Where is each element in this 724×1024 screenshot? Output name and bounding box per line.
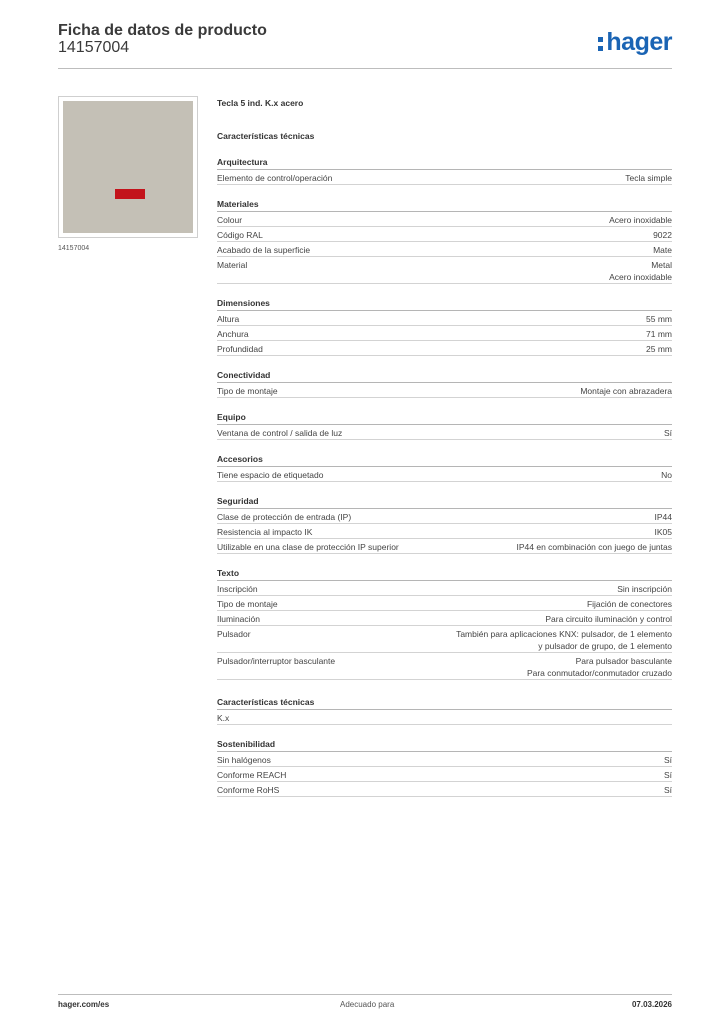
spec-label: Pulsador — [217, 628, 251, 639]
section-title: Características técnicas — [217, 696, 672, 710]
spec-values — [517, 541, 672, 553]
spec-section — [217, 567, 672, 680]
spec-value: Sí — [663, 784, 672, 795]
spec-value: Para pulsador basculante — [575, 655, 672, 666]
spec-values — [456, 628, 672, 652]
logo-dots-icon — [598, 37, 603, 51]
spec-row — [217, 539, 672, 554]
spec-row — [217, 341, 672, 356]
spec-label: Utilizable en una clase de protección IP superior — [217, 541, 399, 552]
spec-row — [217, 626, 672, 653]
spec-value: También para aplicaciones KNX: pulsador, de 1 elemento — [456, 628, 672, 639]
spec-label: Conforme RoHS — [217, 784, 280, 795]
spec-row — [217, 227, 672, 242]
spec-section — [217, 411, 672, 440]
spec-values — [609, 259, 672, 283]
section-title: Dimensiones — [217, 297, 672, 311]
spec-row — [217, 767, 672, 782]
spec-values — [655, 526, 673, 538]
page-header — [58, 22, 672, 70]
spec-row — [217, 212, 672, 227]
spec-value: Sí — [663, 427, 672, 438]
spec-value: Sí — [663, 754, 672, 765]
spec-values — [646, 343, 672, 355]
spec-value: 9022 — [653, 229, 672, 240]
spec-row — [217, 509, 672, 524]
spec-values — [580, 385, 672, 397]
product-name: Tecla 5 ind. K.x acero — [217, 98, 304, 108]
spec-row — [217, 581, 672, 596]
spec-content — [217, 96, 672, 797]
section-title: Accesorios — [217, 453, 672, 467]
spec-value: Sí — [663, 769, 672, 780]
spec-values — [661, 469, 672, 481]
section-title: Conectividad — [217, 369, 672, 383]
section-title: Materiales — [217, 198, 672, 212]
spec-values — [646, 313, 672, 325]
spec-label: Clase de protección de entrada (IP) — [217, 511, 352, 522]
spec-value: Acero inoxidable — [609, 214, 672, 225]
product-code: 14157004 — [58, 39, 130, 56]
spec-values — [625, 172, 672, 184]
spec-label: Conforme REACH — [217, 769, 287, 780]
section-title: Texto — [217, 567, 672, 581]
spec-row — [217, 257, 672, 284]
spec-label: Ventana de control / salida de luz — [217, 427, 343, 438]
spec-row — [217, 596, 672, 611]
spec-row — [217, 170, 672, 185]
spec-row — [217, 653, 672, 680]
spec-label: Anchura — [217, 328, 249, 339]
spec-section — [217, 696, 672, 725]
spec-row — [217, 425, 672, 440]
spec-value: Acero inoxidable — [609, 271, 672, 282]
spec-label: Sin halógenos — [217, 754, 271, 765]
spec-sections — [217, 156, 672, 680]
spec-value: 25 mm — [646, 343, 672, 354]
spec-label: Altura — [217, 313, 240, 324]
spec-section — [217, 297, 672, 356]
spec-values — [609, 214, 672, 226]
section-title: Seguridad — [217, 495, 672, 509]
spec-values — [664, 754, 672, 766]
spec-sections-secondary — [217, 696, 672, 797]
spec-value: Para circuito iluminación y control — [545, 613, 672, 624]
indicator-window — [115, 189, 145, 199]
spec-row — [217, 242, 672, 257]
spec-value: y pulsador de grupo, de 1 elemento — [538, 640, 672, 651]
spec-value: Sin inscripción — [617, 583, 672, 594]
section-title: Equipo — [217, 411, 672, 425]
spec-value: 55 mm — [646, 313, 672, 324]
spec-values — [664, 769, 672, 781]
hager-logo — [598, 28, 672, 56]
footer-website[interactable]: hager.com/es — [58, 1000, 110, 1009]
spec-values — [527, 655, 672, 679]
switch-plate — [63, 101, 193, 233]
spec-value: Para conmutador/conmutador cruzado — [526, 667, 672, 678]
spec-label: Tiene espacio de etiquetado — [217, 469, 324, 480]
header-divider — [58, 68, 672, 69]
footer-date: 07.03.2026 — [631, 1000, 672, 1009]
section-title: Arquitectura — [217, 156, 672, 170]
spec-values — [545, 613, 672, 625]
spec-values — [655, 511, 673, 523]
footer-suitability: Adecuado para — [340, 1000, 395, 1009]
spec-row — [217, 311, 672, 326]
spec-value: Montaje con abrazadera — [580, 385, 672, 396]
section-title: Sostenibilidad — [217, 738, 672, 752]
spec-label: Acabado de la superficie — [217, 244, 311, 255]
spec-section — [217, 453, 672, 482]
spec-value: Tecla simple — [625, 172, 672, 183]
spec-row — [217, 326, 672, 341]
spec-value: No — [661, 469, 672, 480]
document-title: Ficha de datos de producto — [58, 22, 267, 39]
spec-label: Resistencia al impacto IK — [217, 526, 313, 537]
spec-row — [217, 752, 672, 767]
spec-label: Profundidad — [217, 343, 263, 354]
page-footer — [58, 994, 672, 1015]
spec-section — [217, 198, 672, 284]
spec-label: Código RAL — [217, 229, 263, 240]
spec-value: Mate — [653, 244, 672, 255]
logo-text: hager — [606, 27, 672, 56]
spec-label: Iluminación — [217, 613, 260, 624]
spec-label: Inscripción — [217, 583, 258, 594]
spec-values — [646, 328, 672, 340]
spec-value: Metal — [651, 259, 672, 270]
spec-section — [217, 738, 672, 797]
spec-value: IK05 — [654, 526, 672, 537]
spec-row — [217, 467, 672, 482]
spec-label: Tipo de montaje — [217, 385, 278, 396]
spec-label: Colour — [217, 214, 243, 225]
tech-heading: Características técnicas — [217, 131, 315, 141]
spec-values — [664, 427, 672, 439]
spec-row — [217, 710, 672, 725]
spec-label: Elemento de control/operación — [217, 172, 333, 183]
spec-value: Fijación de conectores — [586, 598, 672, 609]
spec-value: 71 mm — [646, 328, 672, 339]
spec-section — [217, 369, 672, 398]
spec-label: Pulsador/interruptor basculante — [217, 655, 336, 666]
spec-values — [617, 583, 672, 595]
spec-values — [587, 598, 672, 610]
spec-values — [664, 784, 672, 796]
spec-label: K.x — [217, 712, 230, 723]
product-image — [58, 96, 198, 238]
spec-section — [217, 495, 672, 554]
spec-label: Material — [217, 259, 248, 270]
product-image-caption: 14157004 — [58, 245, 90, 252]
spec-label: Tipo de montaje — [217, 598, 278, 609]
spec-section — [217, 156, 672, 185]
spec-value: IP44 — [654, 511, 672, 522]
spec-values — [653, 244, 672, 256]
spec-row — [217, 383, 672, 398]
spec-value: IP44 en combinación con juego de juntas — [516, 541, 672, 552]
spec-row — [217, 611, 672, 626]
spec-row — [217, 524, 672, 539]
spec-values — [653, 229, 672, 241]
spec-row — [217, 782, 672, 797]
